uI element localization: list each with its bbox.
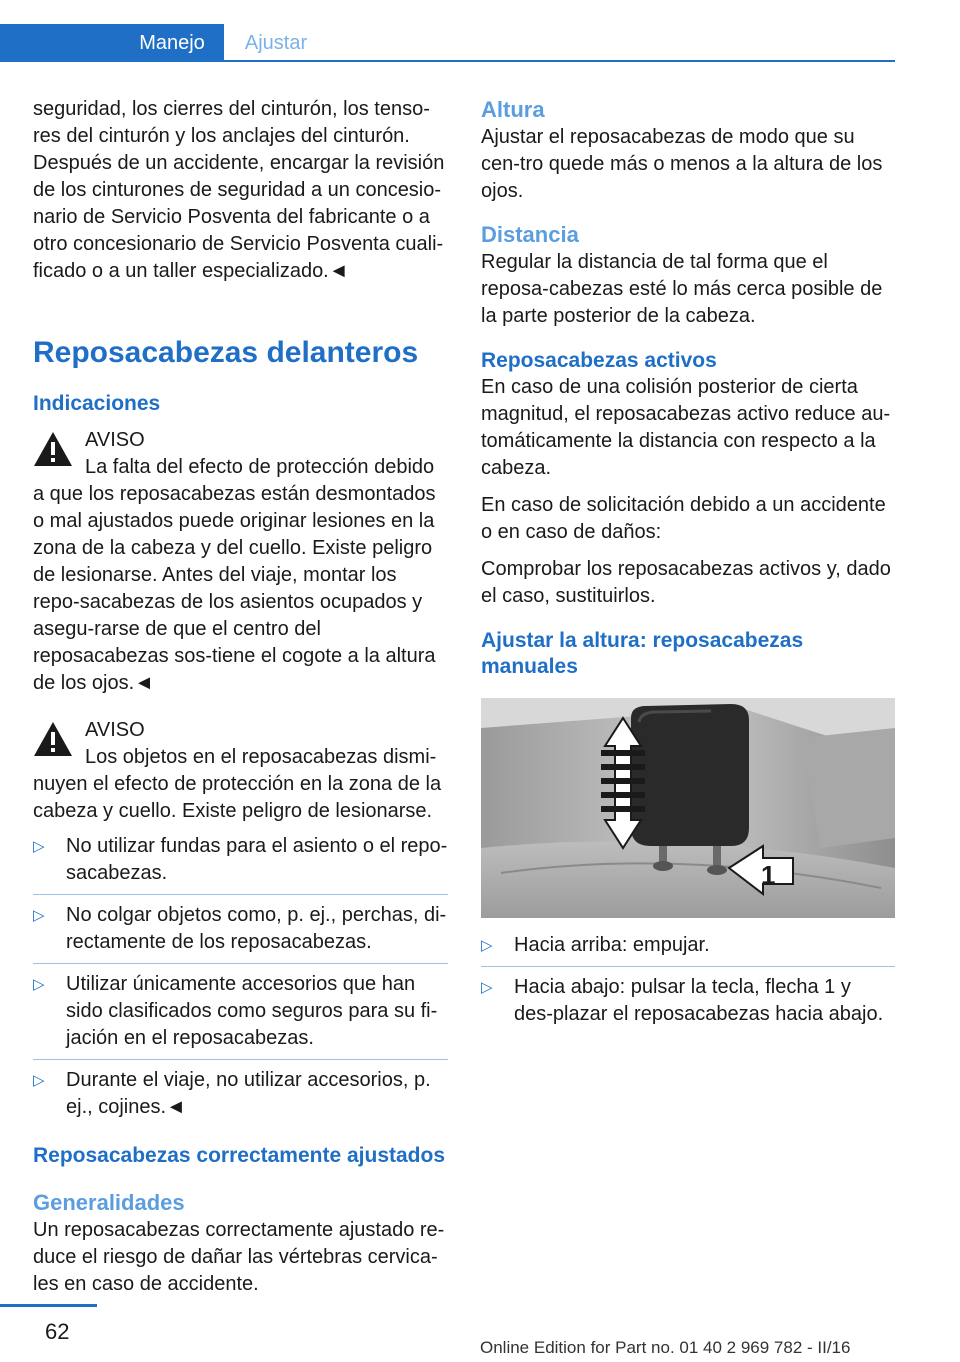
warning-1-body: La falta del efecto de protección debido a que los reposacabezas están desmontados o mal ajustados puede originar lesiones en la zona de la cabeza y del cuello. Existe peligro de lesionarse. Antes del viaje, montar los repo-sacabezas de los asientos ocupados y asegu-rarse de que el centro del reposacabezas sos-tiene el cogote a la altura de los ojos.◄ xyxy=(33,456,436,694)
edition-footer: Online Edition for Part no. 01 40 2 969 782 - II/16 xyxy=(480,1338,851,1357)
triangle-bullet-icon: ▷ xyxy=(33,907,45,924)
headrest-photo xyxy=(481,698,895,918)
altura-paragraph: Ajustar el reposacabezas de modo que su cen-tro quede más o menos a la altura de los ojos. xyxy=(481,126,883,202)
list-item: ▷ Durante el viaje, no utilizar accesorios, p. ej., cojines.◄ xyxy=(33,1069,431,1118)
right-column xyxy=(481,96,895,1028)
general-paragraph: Un reposacabezas correctamente ajustado re-duce el riesgo de dañar las vértebras cervica-les en caso de accidente. xyxy=(33,1219,445,1295)
tab-ajustar[interactable]: Ajustar xyxy=(244,32,308,54)
warning-block-1 xyxy=(33,427,448,697)
divider xyxy=(33,894,448,895)
distancia-paragraph: Regular la distancia de tal forma que el reposa-cabezas esté lo más cerca posible de la parte posterior de la cabeza. xyxy=(481,251,883,327)
list-item: ▷ Hacia arriba: empujar. xyxy=(481,932,895,959)
triangle-bullet-icon: ▷ xyxy=(33,838,45,855)
divider xyxy=(33,1059,448,1060)
warning-2-title: AVISO xyxy=(85,719,145,741)
list-item: ▷ Hacia abajo: pulsar la tecla, flecha 1 y des-plazar el reposacabezas hacia abajo. xyxy=(481,976,884,1025)
activos-paragraph-1: En caso de una colisión posterior de cierta magnitud, el reposacabezas activo reduce au-tomáticamente la distancia con respecto a la cabeza. xyxy=(481,376,891,479)
divider xyxy=(33,963,448,964)
warning-triangle-icon xyxy=(33,431,73,467)
heading-ajustar-altura: Ajustar la altura: reposacabezas manuales xyxy=(481,629,804,678)
heading-distancia: Distancia xyxy=(481,222,579,247)
triangle-bullet-icon: ▷ xyxy=(481,979,493,996)
intro-paragraph: seguridad, los cierres del cinturón, los tenso-res del cinturón y los anclajes del cinturón. Después de un accidente, encargar la revisión de los cinturones de seguridad a un concesio-nario de Servicio Posventa del fabricante o a otro concesionario de Servicio Posventa cuali-ficado o a un taller especializado.◄ xyxy=(33,98,445,282)
section-title: Reposacabezas delanteros xyxy=(33,336,419,369)
list-item: ▷ Utilizar únicamente accesorios que han sido clasificados como seguros para su fi-jación en el reposacabezas. xyxy=(33,973,438,1049)
callout-number: 1 xyxy=(761,860,776,890)
heading-altura: Altura xyxy=(481,97,545,122)
warning-1-title: AVISO xyxy=(85,429,145,451)
heading-generalidades: Generalidades xyxy=(33,1190,185,1215)
list-item: ▷ No colgar objetos como, p. ej., perchas, di-rectamente de los reposacabezas. xyxy=(33,904,447,953)
heading-activos: Reposacabezas activos xyxy=(481,349,717,372)
triangle-bullet-icon: ▷ xyxy=(33,976,45,993)
page-number: 62 xyxy=(45,1319,70,1344)
triangle-bullet-icon: ▷ xyxy=(33,1072,45,1089)
activos-paragraph-3: Comprobar los reposacabezas activos y, dado el caso, sustituirlos. xyxy=(481,558,891,607)
heading-correct: Reposacabezas correctamente ajustados xyxy=(33,1144,446,1167)
tab-manejo[interactable]: Manejo xyxy=(120,24,224,62)
heading-indicaciones: Indicaciones xyxy=(33,392,161,415)
list-item: ▷ No utilizar fundas para el asiento o el repo-sacabezas. xyxy=(33,835,448,884)
left-column xyxy=(33,96,448,1298)
tab-underline xyxy=(224,60,895,62)
warning-2-body: Los objetos en el reposacabezas dismi-nuyen el efecto de protección en la zona de la cabeza y cuello. Existe peligro de lesionarse. xyxy=(33,746,442,822)
adjust-bullet-list xyxy=(481,932,895,1028)
warning-triangle-icon xyxy=(33,721,73,757)
warning-bullet-list xyxy=(33,833,448,1121)
divider xyxy=(481,966,895,967)
footer-accent-line xyxy=(0,1304,97,1307)
chapter-tabbar xyxy=(0,24,895,62)
triangle-bullet-icon: ▷ xyxy=(481,937,493,954)
activos-paragraph-2: En caso de solicitación debido a un accidente o en caso de daños: xyxy=(481,494,886,543)
warning-block-2 xyxy=(33,717,448,825)
tab-accent-bar xyxy=(0,24,120,62)
